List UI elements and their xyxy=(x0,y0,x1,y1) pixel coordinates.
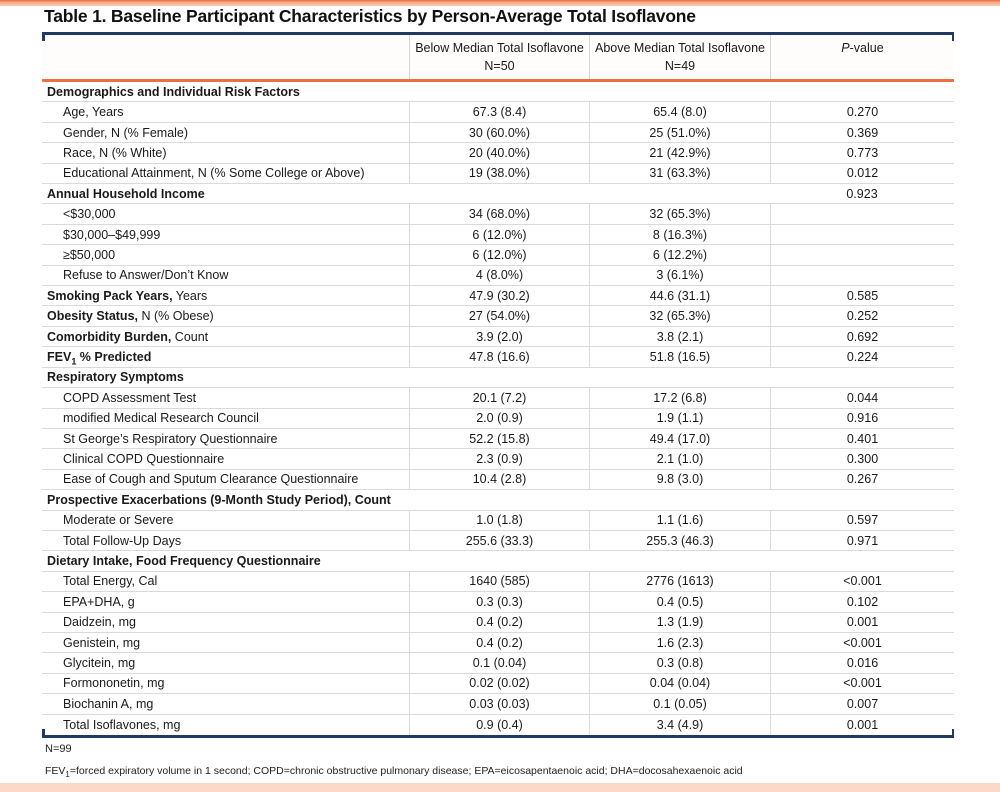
cell-above-median: 1.9 (1.1) xyxy=(589,409,770,428)
header-p-italic: P xyxy=(841,40,850,55)
cell-above-median: 9.8 (3.0) xyxy=(589,470,770,489)
cell-p-value: 0.585 xyxy=(770,286,954,305)
cell-above-median: 0.04 (0.04) xyxy=(589,674,770,693)
cell-p-value: <0.001 xyxy=(770,633,954,652)
table-row xyxy=(42,306,954,326)
row-label: <$30,000 xyxy=(63,207,116,222)
cell-p-value: 0.001 xyxy=(770,613,954,632)
table-row xyxy=(42,592,954,612)
table-row xyxy=(42,266,954,286)
table-row xyxy=(42,409,954,429)
cell-below-median: 0.4 (0.2) xyxy=(409,613,589,632)
cell-below-median: 19 (38.0%) xyxy=(409,164,589,183)
table-row xyxy=(42,715,954,735)
header-p-value xyxy=(770,35,954,80)
cell-p-value: 0.773 xyxy=(770,143,954,162)
cell-p-value: 0.102 xyxy=(770,592,954,611)
row-label: Educational Attainment, N (% Some College or Above) xyxy=(63,166,365,181)
cell-p-value: 0.012 xyxy=(770,164,954,183)
header-below-median-line2: N=50 xyxy=(484,59,515,74)
header-p-rest: -value xyxy=(849,40,884,55)
cell-p-value: 0.001 xyxy=(770,715,954,735)
row-label: Glycitein, mg xyxy=(63,656,136,671)
row-label: Race, N (% White) xyxy=(63,145,167,160)
cell-below-median: 2.3 (0.9) xyxy=(409,449,589,468)
cell-above-median: 0.4 (0.5) xyxy=(589,592,770,611)
row-label: St George’s Respiratory Questionnaire xyxy=(63,431,278,446)
cell-below-median: 67.3 (8.4) xyxy=(409,102,589,121)
section-row xyxy=(42,551,954,571)
table-row xyxy=(42,102,954,122)
cell-below-median: 0.9 (0.4) xyxy=(409,715,589,735)
footnote-sub: 1 xyxy=(65,770,70,780)
row-label: $30,000–$49,999 xyxy=(63,227,161,242)
cell-below-median: 30 (60.0%) xyxy=(409,123,589,142)
header-above-median-line2: N=49 xyxy=(664,59,696,74)
cell-above-median: 0.1 (0.05) xyxy=(589,694,770,713)
cell-above-median: 32 (65.3%) xyxy=(589,306,770,325)
cell-below-median: 0.02 (0.02) xyxy=(409,674,589,693)
cell-above-median: 49.4 (17.0) xyxy=(589,429,770,448)
cell-above-median: 1.3 (1.9) xyxy=(589,613,770,632)
table-row xyxy=(42,347,954,367)
header-above-median-line1: Above Median Total Isoflavone xyxy=(594,40,766,55)
cell-above-median: 2.1 (1.0) xyxy=(589,449,770,468)
cell-above-median: 51.8 (16.5) xyxy=(589,347,770,366)
cell-above-median: 3.4 (4.9) xyxy=(589,715,770,735)
cell-p-value xyxy=(770,204,954,223)
cell-above-median: 21 (42.9%) xyxy=(589,143,770,162)
table-row xyxy=(42,613,954,633)
row-label: Total Follow-Up Days xyxy=(63,533,182,548)
cell-p-value xyxy=(770,245,954,264)
row-label: Biochanin A, mg xyxy=(63,696,154,711)
row-label: Age, Years xyxy=(63,105,124,120)
row-label: Moderate or Severe xyxy=(63,513,174,528)
cell-below-median: 34 (68.0%) xyxy=(409,204,589,223)
table-row xyxy=(42,286,954,306)
row-label: COPD Assessment Test xyxy=(63,390,197,405)
row-label: Total Isoflavones, mg xyxy=(63,717,181,732)
table-row xyxy=(42,694,954,714)
cell-below-median: 3.9 (2.0) xyxy=(409,327,589,346)
header-below-median-line1: Below Median Total Isoflavone xyxy=(415,40,584,55)
footnote-pre: FEV xyxy=(45,765,66,777)
cell-above-median: 1.6 (2.3) xyxy=(589,633,770,652)
table-row xyxy=(42,388,954,408)
abbreviations-footnote xyxy=(45,765,743,780)
cell-below-median: 1.0 (1.8) xyxy=(409,511,589,530)
cell-p-value: 0.916 xyxy=(770,409,954,428)
table-row xyxy=(42,470,954,490)
cell-p-value xyxy=(770,368,954,387)
footnote-rest: =forced expiratory volume in 1 second; COPD=chronic obstructive pulmonary disease; EPA=eicosapentaenoic acid; DHA=docosahexaenoic acid xyxy=(69,765,743,777)
cell-below-median: 27 (54.0%) xyxy=(409,306,589,325)
cell-above-median: 8 (16.3%) xyxy=(589,225,770,244)
cell-above-median: 0.3 (0.8) xyxy=(589,653,770,672)
cell-below-median: 47.8 (16.6) xyxy=(409,347,589,366)
cell-below-median: 6 (12.0%) xyxy=(409,245,589,264)
table-row xyxy=(42,123,954,143)
row-label: Respiratory Symptoms xyxy=(47,370,184,385)
row-label: Genistein, mg xyxy=(63,635,141,650)
cell-below-median: 0.03 (0.03) xyxy=(409,694,589,713)
cell-p-value xyxy=(770,82,954,101)
cell-above-median: 44.6 (31.1) xyxy=(589,286,770,305)
table-row xyxy=(42,143,954,163)
section-row xyxy=(42,368,954,388)
row-label: Prospective Exacerbations (9-Month Study Period), Count xyxy=(47,492,391,507)
row-label: Daidzein, mg xyxy=(63,615,136,630)
header-label-spacer xyxy=(42,35,409,80)
cell-above-median: 2776 (1613) xyxy=(589,572,770,591)
table-row xyxy=(42,164,954,184)
cell-below-median: 20.1 (7.2) xyxy=(409,388,589,407)
table-top-rule xyxy=(42,32,954,35)
bottom-accent-bar xyxy=(0,783,1000,792)
cell-p-value: 0.224 xyxy=(770,347,954,366)
cell-p-value: <0.001 xyxy=(770,674,954,693)
cell-p-value: 0.270 xyxy=(770,102,954,121)
cell-below-median: 0.4 (0.2) xyxy=(409,633,589,652)
table-row xyxy=(42,327,954,347)
cell-p-value: 0.007 xyxy=(770,694,954,713)
cell-above-median: 3 (6.1%) xyxy=(589,266,770,285)
characteristics-table xyxy=(42,32,954,738)
row-label: Dietary Intake, Food Frequency Questionnaire xyxy=(47,554,321,569)
cell-p-value xyxy=(770,225,954,244)
cell-p-value: 0.267 xyxy=(770,470,954,489)
cell-above-median: 31 (63.3%) xyxy=(589,164,770,183)
cell-p-value xyxy=(770,490,954,509)
cell-above-median: 255.3 (46.3) xyxy=(589,531,770,550)
row-label: Demographics and Individual Risk Factors xyxy=(47,84,300,99)
cell-below-median: 0.1 (0.04) xyxy=(409,653,589,672)
cell-above-median: 32 (65.3%) xyxy=(589,204,770,223)
cell-below-median: 255.6 (33.3) xyxy=(409,531,589,550)
sample-size-note: N=99 xyxy=(45,743,72,755)
section-row xyxy=(42,82,954,102)
cell-p-value: 0.016 xyxy=(770,653,954,672)
cell-p-value xyxy=(770,266,954,285)
header-below-median xyxy=(409,35,589,80)
cell-below-median: 6 (12.0%) xyxy=(409,225,589,244)
row-label: Smoking Pack Years, Years xyxy=(47,288,208,303)
row-label: Comorbidity Burden, Count xyxy=(47,329,209,344)
cell-above-median: 1.1 (1.6) xyxy=(589,511,770,530)
cell-p-value: 0.300 xyxy=(770,449,954,468)
table-bottom-rule xyxy=(42,735,954,738)
cell-p-value: 0.597 xyxy=(770,511,954,530)
row-label: $FEV_1$ % Predicted xyxy=(47,349,152,367)
table-title: Table 1. Baseline Participant Characteristics by Person-Average Total Isoflavone xyxy=(44,6,696,26)
cell-p-value: 0.044 xyxy=(770,388,954,407)
cell-p-value: <0.001 xyxy=(770,572,954,591)
cell-p-value: 0.369 xyxy=(770,123,954,142)
table-header-row xyxy=(42,35,954,80)
cell-p-value: 0.692 xyxy=(770,327,954,346)
cell-above-median: 25 (51.0%) xyxy=(589,123,770,142)
row-label: Refuse to Answer/Don’t Know xyxy=(63,268,229,283)
table-row xyxy=(42,511,954,531)
cell-below-median: 47.9 (30.2) xyxy=(409,286,589,305)
row-label: Annual Household Income xyxy=(47,186,205,201)
table-row xyxy=(42,245,954,265)
table-row xyxy=(42,572,954,592)
table-body xyxy=(42,82,954,735)
cell-above-median: 17.2 (6.8) xyxy=(589,388,770,407)
table-row xyxy=(42,531,954,551)
cell-below-median: 0.3 (0.3) xyxy=(409,592,589,611)
cell-below-median: 2.0 (0.9) xyxy=(409,409,589,428)
row-label: EPA+DHA, g xyxy=(63,594,135,609)
cell-below-median: 52.2 (15.8) xyxy=(409,429,589,448)
section-row xyxy=(42,490,954,510)
row-label: Total Energy, Cal xyxy=(63,574,158,589)
table-row xyxy=(42,653,954,673)
table-row xyxy=(42,429,954,449)
row-label: Clinical COPD Questionnaire xyxy=(63,452,225,467)
row-label: Gender, N (% Female) xyxy=(63,125,189,140)
table-row xyxy=(42,449,954,469)
cell-above-median: 6 (12.2%) xyxy=(589,245,770,264)
row-label: Obesity Status, N (% Obese) xyxy=(47,309,214,324)
cell-below-median: 4 (8.0%) xyxy=(409,266,589,285)
table-row xyxy=(42,674,954,694)
cell-above-median: 65.4 (8.0) xyxy=(589,102,770,121)
cell-p-value: 0.401 xyxy=(770,429,954,448)
cell-below-median: 10.4 (2.8) xyxy=(409,470,589,489)
cell-p-value: 0.923 xyxy=(846,186,878,201)
table-row xyxy=(42,633,954,653)
row-label: Formononetin, mg xyxy=(63,676,165,691)
cell-p-value: 0.252 xyxy=(770,306,954,325)
cell-below-median: 1640 (585) xyxy=(409,572,589,591)
row-label: ≥$50,000 xyxy=(63,247,116,262)
cell-below-median: 20 (40.0%) xyxy=(409,143,589,162)
table-row xyxy=(42,204,954,224)
cell-p-value: 0.971 xyxy=(770,531,954,550)
row-label: Ease of Cough and Sputum Clearance Questionnaire xyxy=(63,472,359,487)
table-row xyxy=(42,225,954,245)
row-label: modified Medical Research Council xyxy=(63,411,259,426)
cell-above-median: 3.8 (2.1) xyxy=(589,327,770,346)
cell-p-value xyxy=(770,551,954,570)
section-row xyxy=(42,184,954,204)
header-above-median xyxy=(589,35,770,80)
